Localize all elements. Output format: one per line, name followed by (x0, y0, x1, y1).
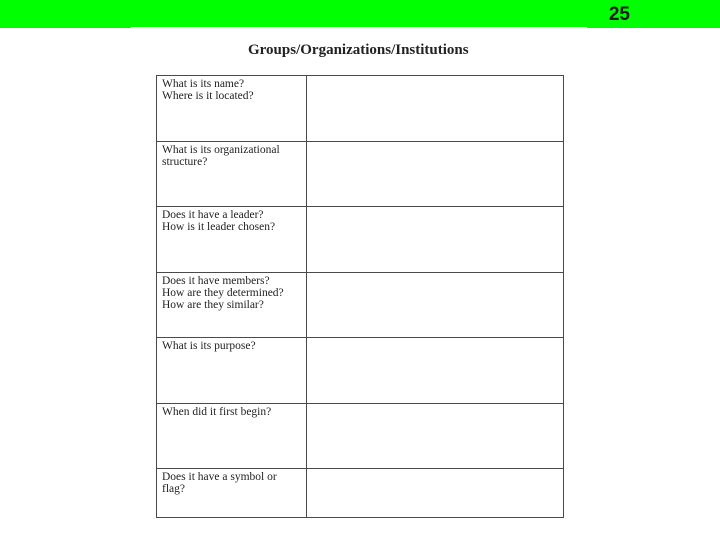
header-bar-notch (131, 27, 587, 30)
answer-cell[interactable] (307, 76, 564, 142)
answer-cell[interactable] (307, 273, 564, 338)
question-cell (157, 76, 307, 142)
worksheet-row (157, 142, 564, 207)
document-title: Groups/Organizations/Institutions (248, 42, 469, 58)
question-text: Does it have a leader? (162, 209, 264, 221)
answer-cell[interactable] (307, 142, 564, 207)
worksheet-row (157, 469, 564, 518)
question-cell (157, 469, 307, 518)
question-text: Where is it located? (162, 90, 254, 102)
question-cell (157, 142, 307, 207)
slide-number: 25 (608, 4, 630, 25)
answer-cell[interactable] (307, 404, 564, 469)
question-cell (157, 273, 307, 338)
question-text: flag? (162, 483, 185, 495)
question-text: What is its purpose? (162, 340, 256, 352)
answer-cell[interactable] (307, 469, 564, 518)
question-text: How is it leader chosen? (162, 221, 276, 233)
answer-cell[interactable] (307, 207, 564, 273)
worksheet-row (157, 273, 564, 338)
question-text: structure? (162, 156, 208, 168)
question-text: How are they determined? (162, 287, 284, 299)
question-cell (157, 404, 307, 469)
worksheet-table (156, 75, 564, 518)
worksheet-row (157, 404, 564, 469)
question-cell (157, 207, 307, 273)
worksheet-row (157, 338, 564, 404)
question-text: Does it have a symbol or (162, 471, 277, 483)
question-text: When did it first begin? (162, 406, 272, 418)
question-text: What is its organizational (162, 144, 280, 156)
question-cell (157, 338, 307, 404)
question-text: Does it have members? (162, 275, 270, 287)
worksheet-row (157, 207, 564, 273)
question-text: What is its name? (162, 78, 245, 90)
answer-cell[interactable] (307, 338, 564, 404)
question-text: How are they similar? (162, 299, 264, 311)
worksheet-row (157, 76, 564, 142)
